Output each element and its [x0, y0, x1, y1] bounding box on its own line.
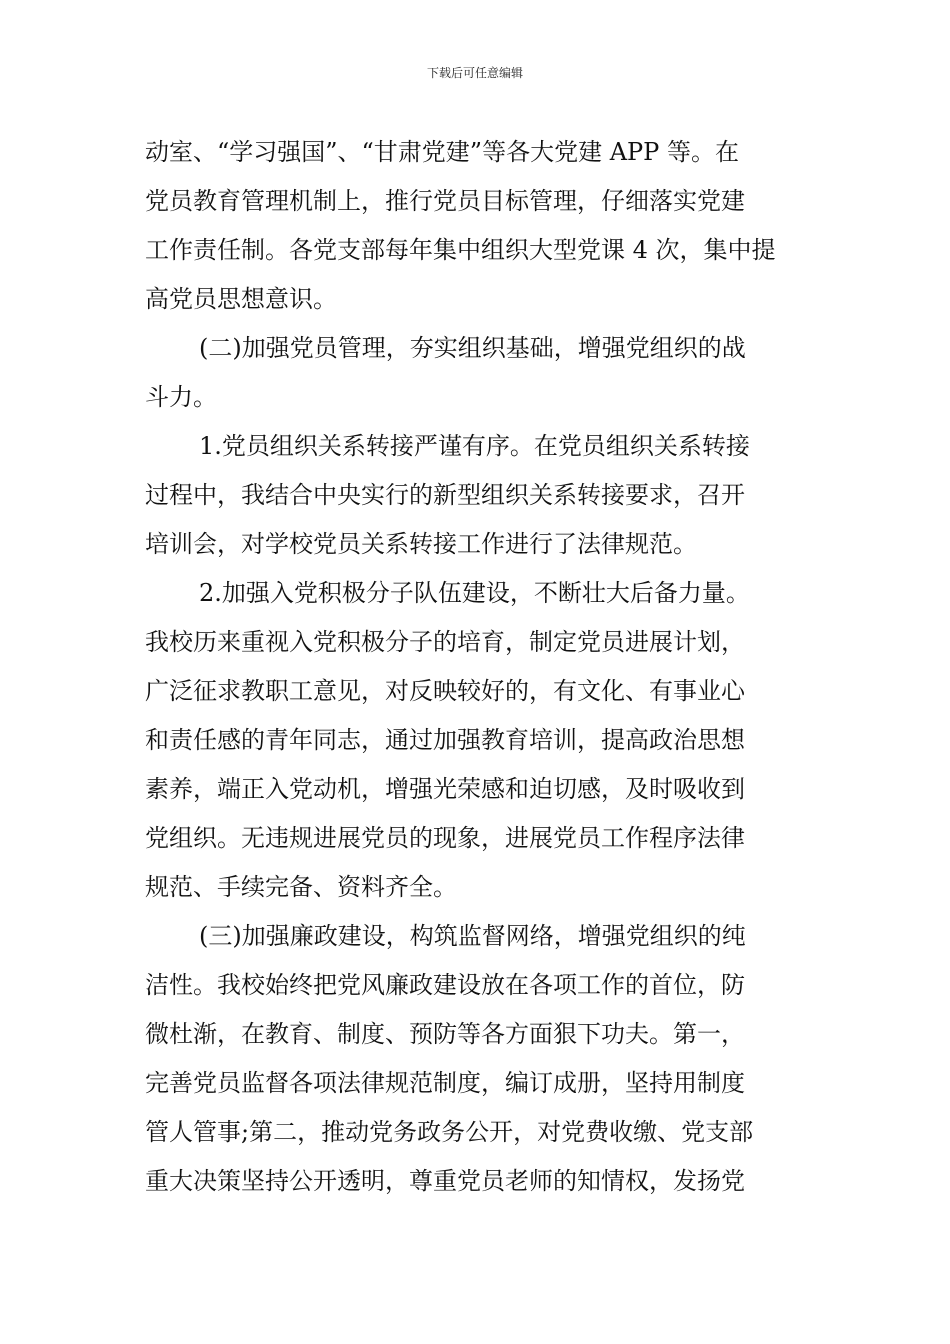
list-item-1: 1.党员组织关系转接严谨有序。在党员组织关系转接: [199, 432, 750, 460]
section-heading-2: (二)加强党员管理，夯实组织基础，增强党组织的战: [199, 334, 746, 362]
text-line: 党组织。无违规进展党员的现象，进展党员工作程序法律: [145, 824, 745, 852]
text-line: 斗力。: [145, 383, 217, 411]
text-line: 培训会，对学校党员关系转接工作进行了法律规范。: [145, 530, 697, 558]
text-line: 规范、手续完备、资料齐全。: [145, 873, 457, 901]
text-line: 广泛征求教职工意见，对反映较好的，有文化、有事业心: [145, 677, 745, 705]
text-line: 我校历来重视入党积极分子的培育，制定党员进展计划，: [145, 628, 745, 656]
text-line: 动室、“学习强国”、“甘肃党建”等各大党建 APP 等。在: [145, 138, 739, 166]
text-line: 素养，端正入党动机，增强光荣感和迫切感，及时吸收到: [145, 775, 745, 803]
text-line: 微杜渐，在教育、制度、预防等各方面狠下功夫。第一，: [145, 1020, 745, 1048]
section-heading-3: (三)加强廉政建设，构筑监督网络，增强党组织的纯: [199, 922, 746, 950]
page-header: 下载后可任意编辑: [426, 66, 523, 80]
text-line: 工作责任制。各党支部每年集中组织大型党课 4 次，集中提: [145, 236, 776, 264]
text-line: 洁性。我校始终把党风廉政建设放在各项工作的首位，防: [145, 971, 745, 999]
list-item-2: 2.加强入党积极分子队伍建设，不断壮大后备力量。: [199, 579, 750, 607]
text-line: 管人管事;第二，推动党务政务公开，对党费收缴、党支部: [145, 1118, 754, 1146]
text-line: 高党员思想意识。: [145, 285, 337, 313]
text-line: 党员教育管理机制上，推行党员目标管理，仔细落实党建: [145, 187, 745, 215]
document-body: [145, 128, 810, 1206]
text-line: 和责任感的青年同志，通过加强教育培训，提高政治思想: [145, 726, 745, 754]
text-line: 重大决策坚持公开透明，尊重党员老师的知情权，发扬党: [145, 1167, 745, 1195]
text-line: 过程中，我结合中央实行的新型组织关系转接要求，召开: [145, 481, 745, 509]
text-line: 完善党员监督各项法律规范制度，编订成册，坚持用制度: [145, 1069, 745, 1097]
